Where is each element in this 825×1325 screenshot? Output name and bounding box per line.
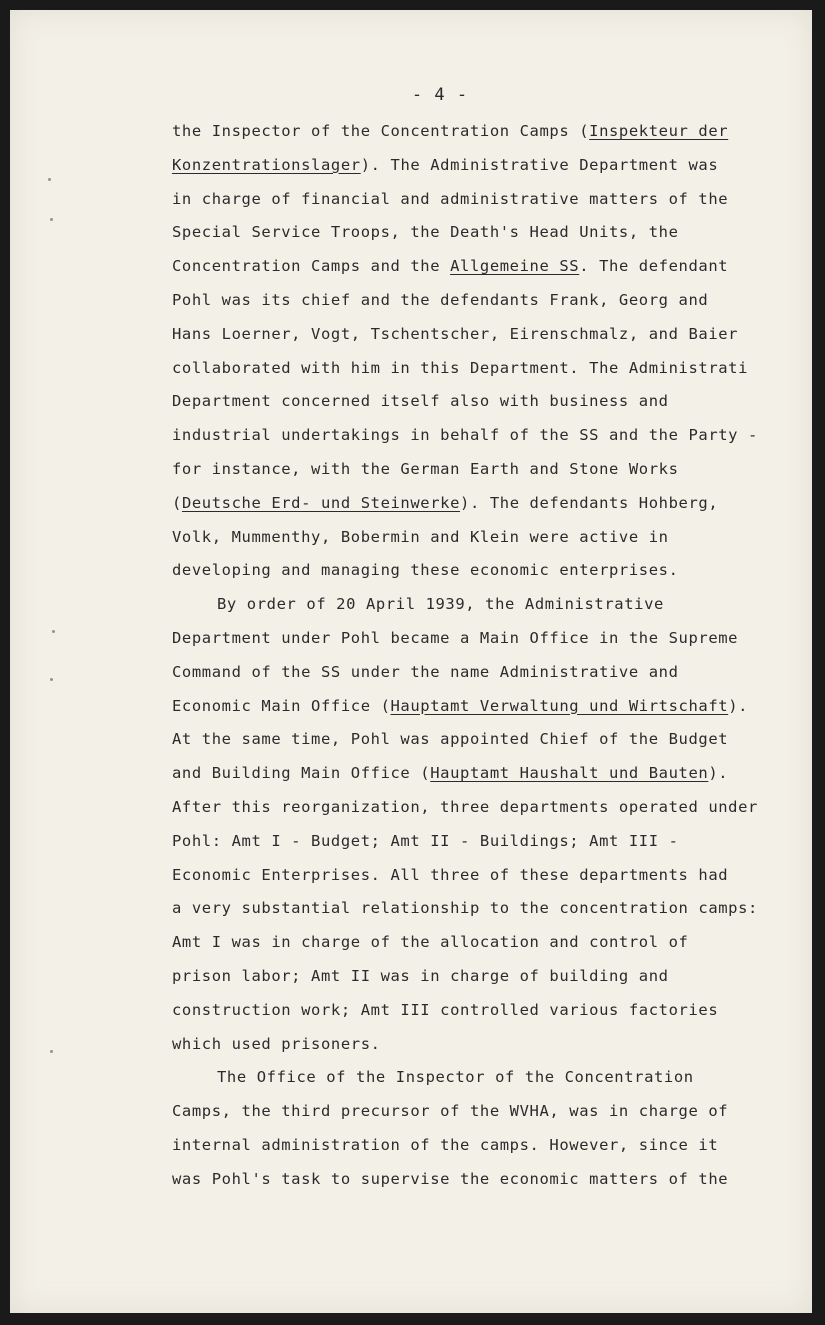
paper-speck	[50, 1050, 53, 1053]
text-line	[172, 1061, 792, 1095]
text-run: At the same time, Pohl was appointed Chief of the Budget	[172, 730, 729, 749]
text-run: the Inspector of the Concentration Camps (	[172, 122, 590, 140]
text-line	[172, 723, 792, 757]
text-line	[172, 419, 792, 453]
text-run: Pohl was its chief and the defendants Frank, Georg and	[172, 290, 709, 309]
text-run: ).	[708, 764, 729, 783]
underlined-term: Allgemeine SS	[450, 257, 580, 276]
paper-speck	[52, 630, 55, 633]
text-run: Pohl: Amt I - Budget; Amt II - Buildings; Amt III -	[172, 831, 679, 850]
text-run: a very substantial relationship to the concentration camps:	[172, 899, 758, 918]
text-run: prison labor; Amt II was in charge of building and	[172, 966, 669, 985]
text-line	[172, 250, 792, 284]
text-run: and Building Main Office (	[172, 764, 431, 783]
text-line	[172, 622, 792, 656]
text-line	[172, 487, 792, 521]
document-page	[10, 10, 812, 1313]
text-run: By order of 20 April 1939, the Administrative	[217, 595, 664, 614]
text-run: which used prisoners.	[172, 1034, 381, 1053]
text-line	[172, 115, 792, 149]
underlined-term: Deutsche Erd- und Steinwerke	[181, 493, 461, 512]
text-run: for instance, with the German Earth and Stone Works	[172, 459, 679, 478]
page-number: - 4 -	[411, 85, 469, 105]
text-line	[172, 757, 792, 791]
text-run: Camps, the third precursor of the WVHA, was in charge of	[172, 1102, 729, 1121]
text-line	[172, 149, 792, 183]
text-line	[172, 859, 792, 893]
text-run: Department concerned itself also with business and	[172, 392, 669, 411]
text-line	[172, 1095, 792, 1129]
text-line	[172, 892, 792, 926]
text-run: Concentration Camps and the	[172, 257, 451, 276]
text-run: construction work; Amt III controlled various factories	[172, 1000, 719, 1019]
text-line	[172, 926, 792, 960]
underlined-term: Inspekteur der	[589, 122, 729, 140]
text-run: . The defendant	[579, 257, 729, 276]
text-run: industrial undertakings in behalf of the SS and the Party -	[172, 426, 758, 445]
text-run: Department under Pohl became a Main Office in the Supreme	[172, 628, 739, 647]
text-run: The Office of the Inspector of the Concentration	[217, 1068, 694, 1087]
body-text	[172, 115, 792, 1197]
text-run: in charge of financial and administrative matters of the	[172, 189, 729, 208]
text-run: (	[172, 493, 182, 512]
text-line	[172, 318, 792, 352]
text-line	[172, 690, 792, 724]
text-line	[172, 994, 792, 1028]
text-line	[172, 1163, 792, 1197]
text-run: Economic Main Office (	[172, 696, 391, 715]
text-line	[172, 352, 792, 386]
text-line	[172, 1129, 792, 1163]
text-line	[172, 284, 792, 318]
paper-speck	[50, 218, 53, 221]
text-run: Special Service Troops, the Death's Head Units, the	[172, 223, 679, 242]
text-run: After this reorganization, three departments operated under	[172, 797, 758, 816]
text-run: internal administration of the camps. However, since it	[172, 1135, 719, 1154]
underlined-term: Hauptamt Haushalt und Bauten	[430, 764, 709, 783]
text-line	[172, 183, 792, 217]
text-run: ). The defendants Hohberg,	[460, 493, 719, 512]
text-line	[172, 656, 792, 690]
text-run: Economic Enterprises. All three of these departments had	[172, 865, 729, 884]
text-line	[172, 385, 792, 419]
text-run: collaborated with him in this Department. The Administrati	[172, 358, 749, 377]
text-line	[172, 960, 792, 994]
paper-speck	[48, 178, 51, 181]
paper-speck	[50, 678, 53, 681]
text-run: developing and managing these economic enterprises.	[172, 561, 679, 580]
text-run: Command of the SS under the name Administrative and	[172, 662, 679, 681]
text-line	[172, 1028, 792, 1062]
text-line	[172, 521, 792, 555]
underlined-term: Hauptamt Verwaltung und Wirtschaft	[390, 696, 729, 715]
text-run: Hans Loerner, Vogt, Tschentscher, Eirenschmalz, and Baier	[172, 324, 739, 343]
text-run: Volk, Mummenthy, Bobermin and Klein were active in	[172, 527, 669, 546]
text-run: Amt I was in charge of the allocation and control of	[172, 933, 689, 952]
text-line	[172, 588, 792, 622]
underlined-term: Konzentrationslager	[172, 155, 361, 174]
text-run: ).	[728, 696, 749, 715]
text-line	[172, 453, 792, 487]
text-run: was Pohl's task to supervise the economic matters of the	[172, 1169, 729, 1188]
text-line	[172, 825, 792, 859]
text-line	[172, 216, 792, 250]
text-line	[172, 791, 792, 825]
text-run: ). The Administrative Department was	[360, 155, 719, 174]
text-line	[172, 554, 792, 588]
